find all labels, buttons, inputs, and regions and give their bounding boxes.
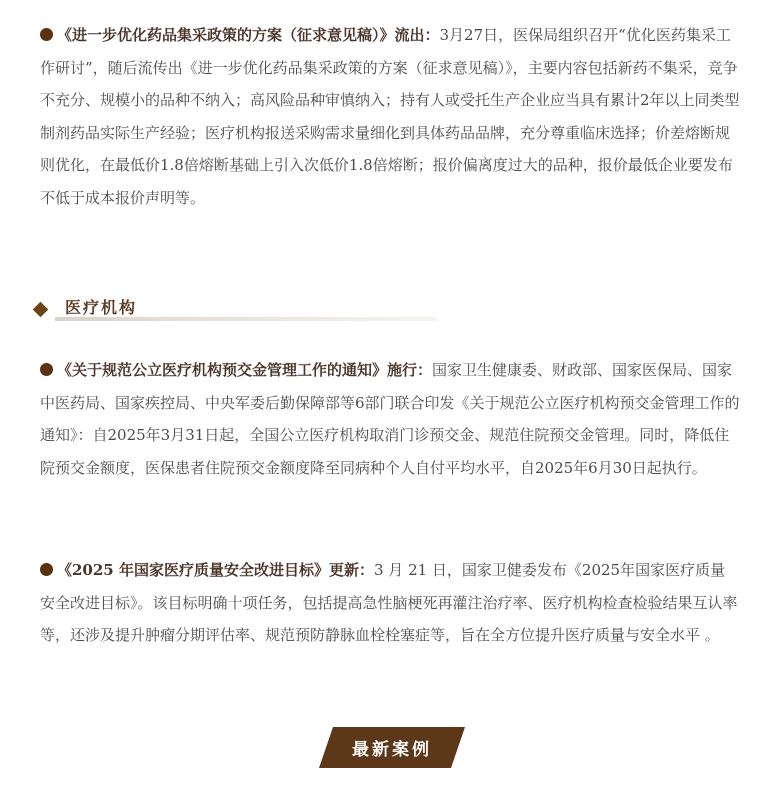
news-item-procurement — [40, 19, 740, 214]
latest-cases-banner — [319, 727, 465, 768]
section-divider — [55, 317, 437, 321]
bullet-dot — [40, 363, 53, 376]
news-headline: 《进一步优化药品集采政策的方案（征求意见稿）》流出： — [57, 26, 440, 44]
section-header-medical-institutions — [35, 293, 437, 323]
bullet-dot — [40, 563, 53, 576]
section-title: 医疗机构 — [65, 298, 138, 317]
news-item-deposit-notice — [40, 354, 740, 484]
bullet-dot — [40, 28, 53, 41]
news-item-quality-targets — [40, 554, 740, 652]
news-headline: 《关于规范公立医疗机构预交金管理工作的通知》施行： — [57, 361, 433, 379]
news-body: 3月27日，医保局组织召开“优化医药集采工作研讨”，随后流传出《进一步优化药品集采政策的方案（征求意见稿）》，主要内容包括新药不集采，竞争不充分、规模小的品种不纳入；高风险品种审慎纳入；持有人或受托生产企业应当具有累计2年以上同类型制剂药品实际生产经验；医疗机构报送采购需求量细化到具体药品品牌，充分尊重临床选择；价差熔断规则优化，在最低价1.8倍熔断基础上引入次低价1.8倍熔断；报价偏离度过大的品种，报价最低企业要发布不低于成本报价声明等。 — [40, 26, 740, 207]
news-body: 3 月 21 日，国家卫健委发布《2025年国家医疗质量安全改进目标》。该目标明确十项任务，包括提高急性脑梗死再灌注治疗率、医疗机构检查检验结果互认率等，还涉及提升肿瘤分期评估率、规范预防静脉血栓栓塞症等，旨在全方位提升医疗质量与安全水平 。 — [40, 561, 738, 644]
news-headline: 《2025 年国家医疗质量安全改进目标》更新： — [57, 561, 374, 579]
diamond-icon — [33, 302, 49, 318]
banner-label: 最新案例 — [352, 740, 432, 760]
news-body: 国家卫生健康委、财政部、国家医保局、国家中医药局、国家疾控局、中央军委后勤保障部等6部门联合印发《关于规范公立医疗机构预交金管理工作的通知》：自2025年3月31日起，全国公立医疗机构取消门诊预交金、规范住院预交金管理。同时，降低住院预交金额度，医保患者住院预交金额度降至同病种个人自付平均水平，自2025年6月30日起执行。 — [40, 361, 740, 477]
